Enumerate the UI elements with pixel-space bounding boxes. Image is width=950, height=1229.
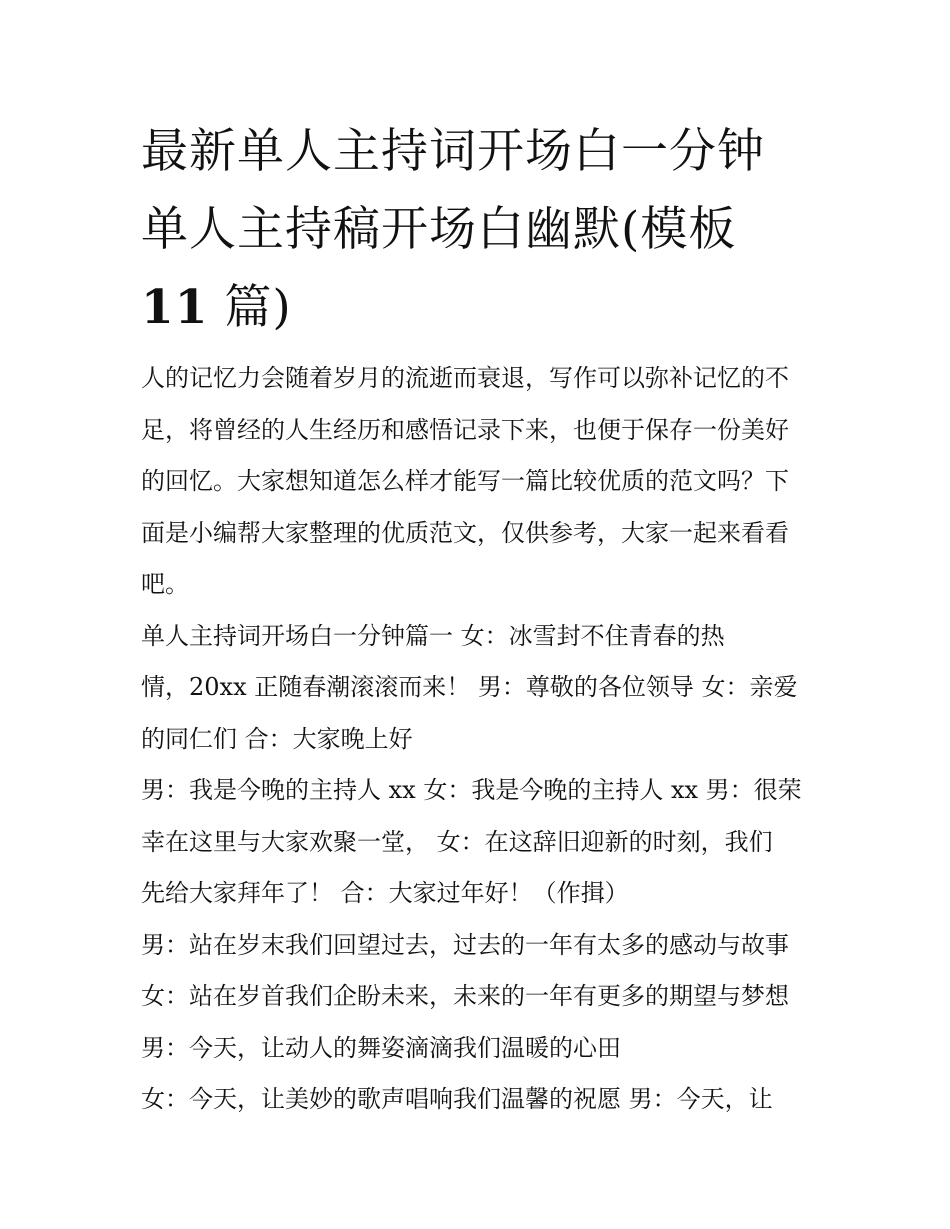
- document-body: [141, 353, 821, 1126]
- title-line-1: 最新单人主持词开场白一分钟: [141, 124, 765, 179]
- document-page: [141, 113, 821, 1126]
- paragraph: [141, 611, 821, 766]
- paragraph: [141, 353, 821, 611]
- text-line: 的回忆。大家想知道怎么样才能写一篇比较优质的范文吗？下: [141, 467, 789, 495]
- text-line: 女：站在岁首我们企盼未来，未来的一年有更多的期望与梦想: [141, 982, 789, 1010]
- text-line: 面是小编帮大家整理的优质范文，仅供参考，大家一起来看看: [141, 518, 789, 547]
- text-line: 单人主持词开场白一分钟篇一 女：冰雪封不住青春的热: [141, 621, 725, 650]
- title-line-2: 单人主持稿开场白幽默(模板: [141, 202, 737, 257]
- paragraph: [141, 1023, 821, 1075]
- text-line: 女：今天，让美妙的歌声唱响我们温馨的祝愿 男：今天，让: [141, 1085, 773, 1113]
- text-line: 男：我是今晚的主持人 xx 女：我是今晚的主持人 xx 男：很荣: [141, 776, 802, 804]
- text-line: 幸在这里与大家欢聚一堂， 女：在这辞旧迎新的时刻，我们: [141, 827, 773, 856]
- text-line: 人的记忆力会随着岁月的流逝而衰退，写作可以弥补记忆的不: [141, 364, 789, 392]
- title-number: 11: [141, 280, 209, 335]
- paragraph: [141, 920, 821, 972]
- paragraph: [141, 1074, 821, 1126]
- paragraph: [141, 765, 821, 920]
- title-suffix: 篇): [224, 280, 292, 335]
- text-line: 男：站在岁末我们回望过去，过去的一年有太多的感动与故事: [141, 930, 789, 959]
- paragraph: [141, 971, 821, 1023]
- document-title: [141, 113, 821, 347]
- text-line: 男：今天，让动人的舞姿滴滴我们温暖的心田: [141, 1033, 621, 1062]
- text-line: 足，将曾经的人生经历和感悟记录下来，也便于保存一份美好: [141, 415, 789, 444]
- text-line: 先给大家拜年了！ 合：大家过年好！（作揖）: [141, 879, 629, 907]
- text-line: 情，20xx 正随春潮滚滚而来！ 男：尊敬的各位领导 女：亲爱: [141, 673, 798, 701]
- title-line-3: [141, 269, 821, 347]
- text-line: 的同仁们 合：大家晚上好: [141, 724, 413, 753]
- text-line: 吧。: [141, 570, 189, 598]
